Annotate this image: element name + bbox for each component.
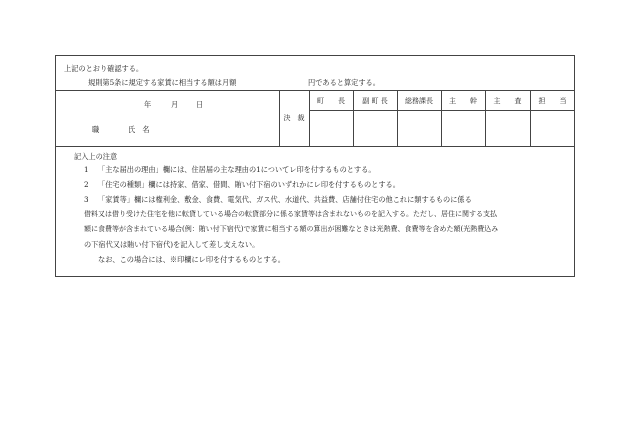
date-month-label: 月 — [171, 100, 179, 109]
official-name-label: 氏 名 — [128, 125, 150, 134]
approval-header-staff: 担 当 — [538, 97, 567, 105]
note-line: 「主な届出の理由」欄には、住居届の主な理由の1についてレ印を付するものとする。 — [98, 165, 376, 174]
approval-header-senior-officer: 主 幹 — [449, 97, 477, 105]
confirmation-form — [55, 55, 575, 277]
rent-rule-suffix: 円であると算定する。 — [308, 78, 380, 87]
note-line: なお、この場合には、※印欄にレ印を付するものとする。 — [98, 255, 285, 264]
monthly-amount-field[interactable] — [256, 78, 304, 87]
note-number: 3 — [84, 195, 89, 204]
note-line: 「家賃等」欄には権利金、敷金、食費、電気代、ガス代、水道代、共益費、店舗付住宅の他これに類するものに係る — [98, 195, 472, 204]
date-day-label: 日 — [196, 100, 204, 109]
note-line: の下宿代又は賄い付下宿代)を記入して差し支えない。 — [84, 240, 260, 249]
date-year-label: 年 — [144, 100, 152, 109]
divider-middle — [56, 146, 574, 147]
approval-header-divider — [309, 110, 575, 111]
note-number: 2 — [84, 180, 89, 189]
approval-header-chief-clerk: 主 査 — [493, 97, 522, 105]
notes-title: 記入上の注意 — [74, 152, 118, 161]
note-line: 額に食費等が含まれている場合(例：賄い付下宿代)で家賃に相当する額の算出が困難なときは光熱費、食費等を含めた額(光熱費込み — [84, 225, 499, 233]
approval-header-mayor: 町 長 — [317, 97, 345, 105]
note-line: 借料又は借り受けた住宅を他に転貸している場合の転貸部分に係る家賃等は含まれないものを記入する。ただし、居住に関する支払 — [84, 210, 497, 218]
approval-label: 決 裁 — [283, 114, 305, 122]
confirmation-statement: 上記のとおり確認する。 — [64, 64, 144, 73]
note-number: 1 — [84, 165, 89, 174]
rent-rule-text: 規則第5条に規定する家賃に相当する額は月額 — [88, 78, 237, 87]
note-line: 「住宅の種類」欄には持家、借家、借間、賄い付下宿のいずれかにレ印を付するものとする。 — [98, 180, 400, 189]
approval-header-general-affairs-chief: 総務課長 — [405, 97, 433, 105]
approval-header-deputy-mayor: 副 町 長 — [362, 97, 388, 105]
official-post-label: 職 — [92, 125, 100, 134]
divider-top — [56, 90, 574, 91]
